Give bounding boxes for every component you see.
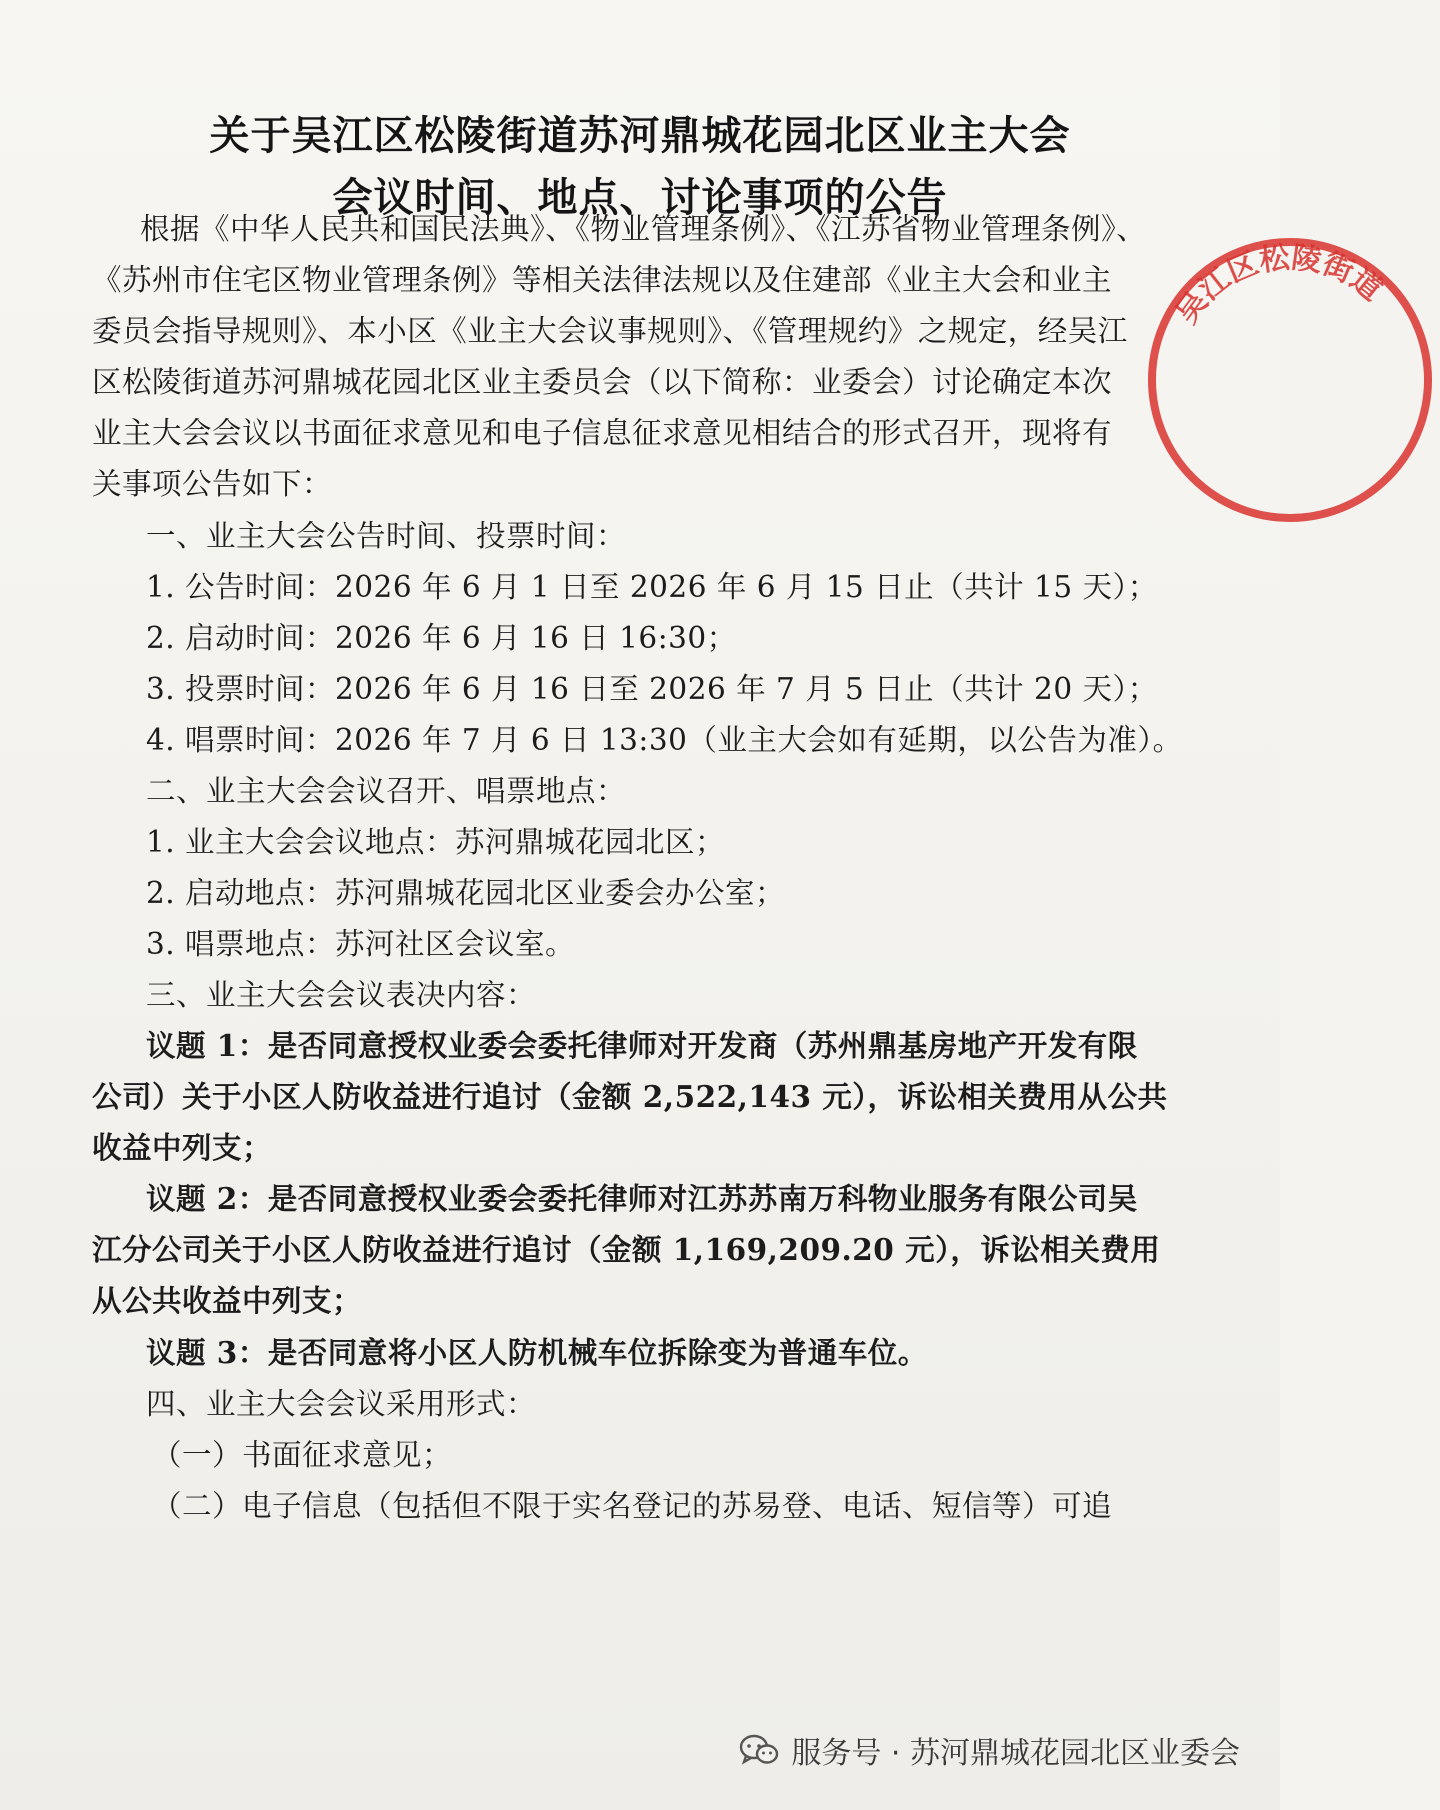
seal-text: 吴江区松陵街道 xyxy=(1169,240,1389,331)
section-heading: 四、业主大会会议采用形式： xyxy=(146,1387,537,1421)
motion-line: 江分公司关于小区人防收益进行追讨（金额 1,169,209.20 元），诉讼相关费用 xyxy=(92,1232,1161,1267)
list-item: （一）书面征求意见； xyxy=(152,1438,453,1472)
list-item: 2. 启动时间：2026 年 6 月 16 日 16:30； xyxy=(146,621,737,655)
list-item: 1. 公告时间：2026 年 6 月 1 日至 2026 年 6 月 15 日止（共计 15 天）； xyxy=(146,570,1158,604)
list-item: 4. 唱票时间：2026 年 7 月 6 日 13:30（业主大会如有延期，以公告为准）。 xyxy=(146,723,1183,757)
motion-line: 收益中列支； xyxy=(92,1130,273,1165)
intro-line: 业主大会会议以书面征求意见和电子信息征求意见相结合的形式召开，现将有 xyxy=(92,416,1113,450)
list-item: 2. 启动地点：苏河鼎城花园北区业委会办公室； xyxy=(146,876,786,910)
notice-title-line-1: 关于吴江区松陵街道苏河鼎城花园北区业主大会 xyxy=(209,112,1071,159)
list-item: 3. 唱票地点：苏河社区会议室。 xyxy=(146,927,576,961)
wechat-icon xyxy=(739,1733,779,1767)
intro-line: 区松陵街道苏河鼎城花园北区业主委员会（以下简称：业委会）讨论确定本次 xyxy=(92,365,1113,399)
notice-title-line-2: 会议时间、地点、讨论事项的公告 xyxy=(332,174,948,221)
motion-line: 议题 1：是否同意授权业委会委托律师对开发商（苏州鼎基房地产开发有限 xyxy=(146,1028,1138,1063)
intro-line: 《苏州市住宅区物业管理条例》等相关法律法规以及住建部《业主大会和业主 xyxy=(92,263,1113,297)
official-seal xyxy=(1140,230,1440,530)
list-item: 3. 投票时间：2026 年 6 月 16 日至 2026 年 7 月 5 日止（共计 20 天）； xyxy=(146,672,1158,706)
motion-line: 从公共收益中列支； xyxy=(92,1283,363,1318)
intro-line: 委员会指导规则》、本小区《业主大会议事规则》、《管理规约》之规定，经吴江 xyxy=(92,314,1128,348)
motion-line: 议题 2：是否同意授权业委会委托律师对江苏苏南万科物业服务有限公司吴 xyxy=(146,1181,1138,1216)
section-heading: 一、业主大会公告时间、投票时间： xyxy=(146,519,627,553)
motion-line: 议题 3：是否同意将小区人防机械车位拆除变为普通车位。 xyxy=(146,1335,928,1370)
footer-text: 服务号 · 苏河鼎城花园北区业委会 xyxy=(791,1736,1240,1771)
section-heading: 二、业主大会会议召开、唱票地点： xyxy=(146,774,627,808)
svg-text:吴江区松陵街道 xyxy=(1169,240,1388,330)
list-item: （二）电子信息（包括但不限于实名登记的苏易登、电话、短信等）可追 xyxy=(152,1489,1113,1523)
motion-line: 公司）关于小区人防收益进行追讨（金额 2,522,143 元），诉讼相关费用从公共 xyxy=(92,1079,1168,1114)
list-item: 1. 业主大会会议地点：苏河鼎城花园北区； xyxy=(146,825,726,859)
footer-watermark xyxy=(739,1728,1240,1772)
intro-line: 根据《中华人民共和国民法典》、《物业管理条例》、《江苏省物业管理条例》、 xyxy=(140,212,1147,246)
section-heading: 三、业主大会会议表决内容： xyxy=(146,978,537,1012)
intro-line: 关事项公告如下： xyxy=(92,467,333,501)
